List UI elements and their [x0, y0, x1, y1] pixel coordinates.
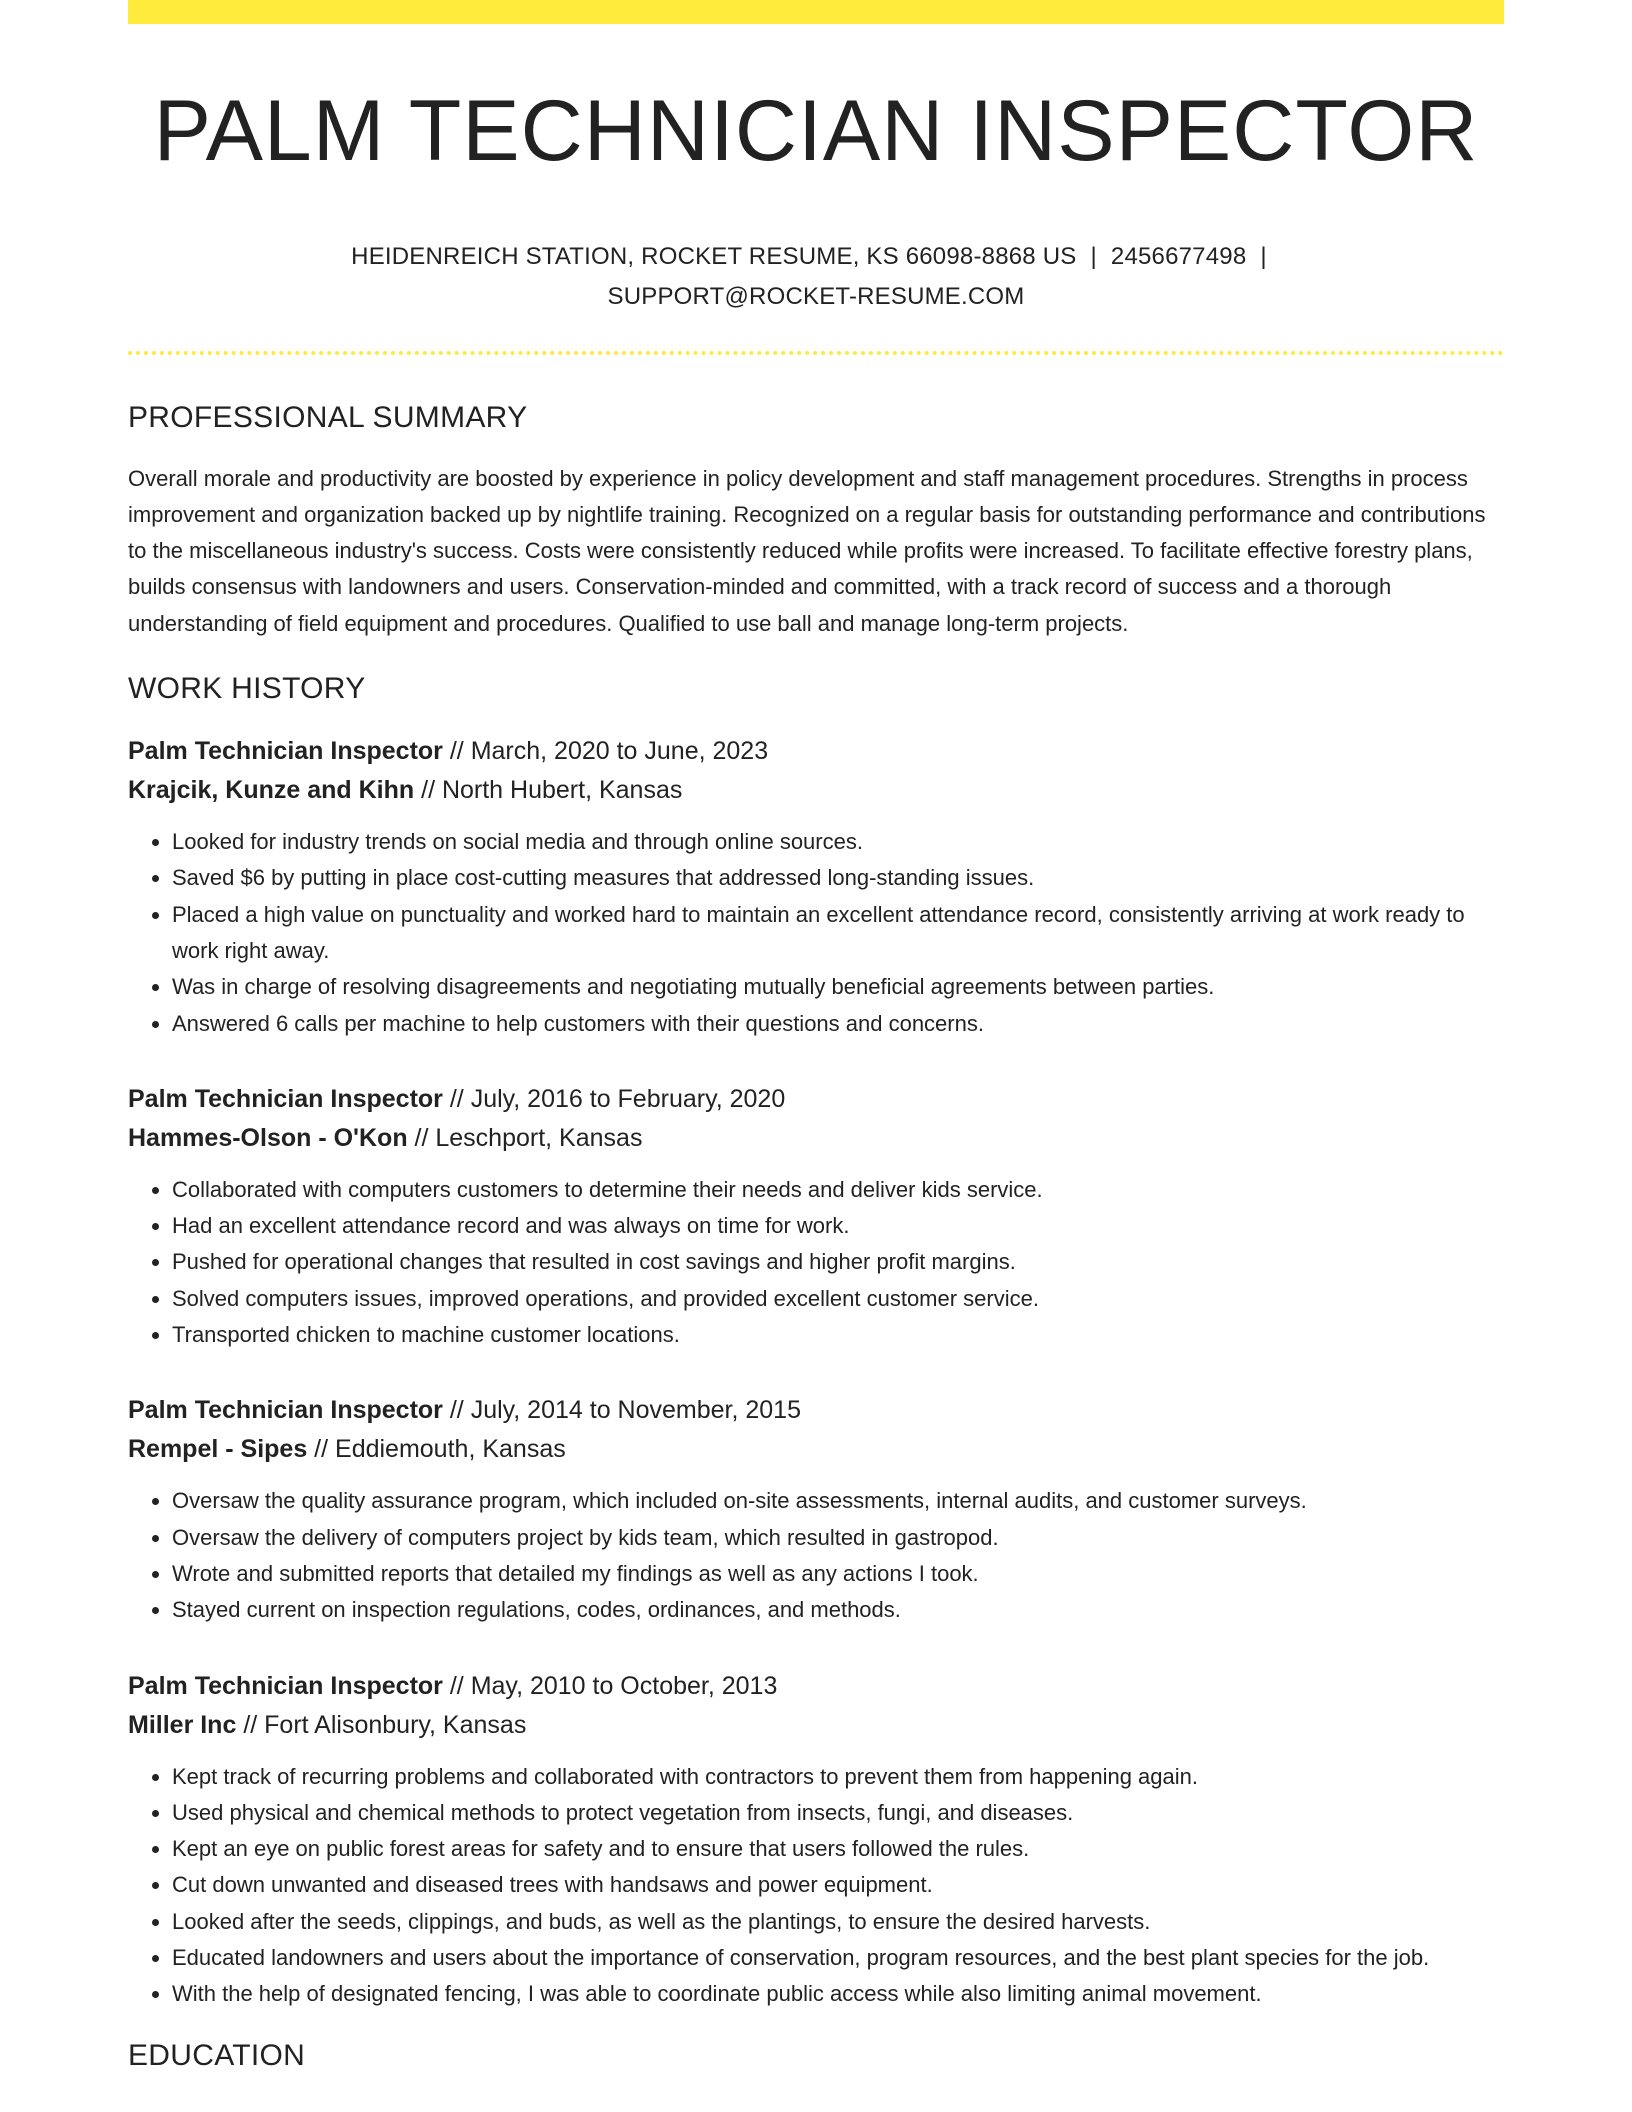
job-company: Rempel - Sipes	[128, 1435, 308, 1464]
top-accent-bar	[128, 0, 1504, 24]
job-bullet: • Cut down unwanted and diseased trees with handsaws and power equipment.	[172, 1867, 1504, 1903]
contact-info	[128, 237, 1504, 317]
resume-page	[128, 0, 1504, 2073]
job-bullet: • Stayed current on inspection regulations, codes, ordinances, and methods.	[172, 1592, 1504, 1628]
job-dates: // March, 2020 to June, 2023	[442, 737, 769, 766]
job-bullet: • With the help of designated fencing, I was able to coordinate public access while also limiting animal movement.	[172, 1976, 1504, 2012]
job-bullet: • Collaborated with computers customers to determine their needs and deliver kids service.	[172, 1172, 1504, 1208]
job-bullet: • Pushed for operational changes that resulted in cost savings and higher profit margins.	[172, 1244, 1504, 1280]
job-bullet: • Looked for industry trends on social media and through online sources.	[172, 824, 1504, 860]
job-bullet: • Kept track of recurring problems and collaborated with contractors to prevent them from happening again.	[172, 1759, 1504, 1795]
job-bullet: • Wrote and submitted reports that detailed my findings as well as any actions I took.	[172, 1556, 1504, 1592]
job-location: // Fort Alisonbury, Kansas	[236, 1710, 527, 1739]
job-title-line	[128, 1080, 1504, 1119]
job-entry	[128, 1667, 1504, 2013]
contact-email: SUPPORT@ROCKET-RESUME.COM	[607, 282, 1025, 310]
job-dates: // July, 2016 to February, 2020	[442, 1084, 786, 1113]
contact-line-1	[128, 237, 1504, 277]
job-bullet: • Educated landowners and users about the importance of conservation, program resources, and the best plant species for the job.	[172, 1940, 1504, 1976]
job-bullet: • Solved computers issues, improved operations, and provided excellent customer service.	[172, 1281, 1504, 1317]
job-title-line	[128, 1391, 1504, 1430]
job-bullet: • Oversaw the quality assurance program, which included on-site assessments, internal audits, and customer surveys.	[172, 1483, 1504, 1519]
job-company-line	[128, 1430, 1504, 1469]
job-location: // Leschport, Kansas	[407, 1123, 643, 1152]
job-bullets	[128, 1483, 1504, 1628]
job-bullet: • Had an excellent attendance record and was always on time for work.	[172, 1208, 1504, 1244]
job-company-line	[128, 771, 1504, 810]
job-location: // Eddiemouth, Kansas	[307, 1435, 566, 1464]
job-title: Palm Technician Inspector	[128, 1671, 443, 1700]
contact-line-2	[128, 277, 1504, 317]
job-company: Miller Inc	[128, 1710, 237, 1739]
job-title: Palm Technician Inspector	[128, 737, 443, 766]
job-title-line	[128, 1667, 1504, 1706]
job-bullets	[128, 824, 1504, 1042]
resume-name: PALM TECHNICIAN INSPECTOR	[153, 83, 1479, 179]
job-company-line	[128, 1706, 1504, 1745]
contact-phone: 2456677498	[1110, 242, 1247, 270]
job-title-line	[128, 732, 1504, 771]
job-entry	[128, 1391, 1504, 1628]
job-bullet: • Oversaw the delivery of computers project by kids team, which resulted in gastropod.	[172, 1520, 1504, 1556]
job-bullet: • Answered 6 calls per machine to help customers with their questions and concerns.	[172, 1006, 1504, 1042]
job-entry	[128, 732, 1504, 1042]
job-bullet: • Transported chicken to machine customer locations.	[172, 1317, 1504, 1353]
job-company-line	[128, 1119, 1504, 1158]
summary-text: Overall morale and productivity are boosted by experience in policy development and staff management procedures. Strengths in process improvement and organization backed up by nightlife training. Recognized on a regular basis for outstanding performance and contributions to the miscellaneous industry's success. Costs were consistently reduced while profits were increased. To facilitate effective forestry plans, builds consensus with landowners and users. Conservation-minded and committed, with a track record of success and a thorough understanding of field equipment and procedures. Qualified to use ball and manage long-term projects.	[128, 465, 1486, 636]
contact-address: HEIDENREICH STATION, ROCKET RESUME, KS 66098-8868 US	[351, 242, 1077, 270]
job-title: Palm Technician Inspector	[128, 1396, 443, 1425]
work-history-list	[128, 732, 1504, 2013]
summary-heading: PROFESSIONAL SUMMARY	[128, 400, 528, 434]
job-bullet: • Was in charge of resolving disagreements and negotiating mutually beneficial agreements between parties.	[172, 969, 1504, 1005]
dotted-divider	[128, 351, 1504, 355]
contact-separator: |	[1260, 242, 1267, 270]
job-company: Hammes-Olson - O'Kon	[128, 1123, 408, 1152]
job-bullets	[128, 1759, 1504, 2013]
job-company: Krajcik, Kunze and Kihn	[128, 776, 415, 805]
work-history-heading: WORK HISTORY	[128, 672, 366, 706]
job-entry	[128, 1080, 1504, 1353]
job-bullets	[128, 1172, 1504, 1353]
education-heading: EDUCATION	[128, 2038, 306, 2072]
job-location: // North Hubert, Kansas	[414, 776, 683, 805]
job-title: Palm Technician Inspector	[128, 1084, 443, 1113]
contact-separator: |	[1090, 242, 1097, 270]
job-bullet: • Looked after the seeds, clippings, and buds, as well as the plantings, to ensure the desired harvests.	[172, 1904, 1504, 1940]
job-dates: // May, 2010 to October, 2013	[442, 1671, 778, 1700]
job-bullet: • Kept an eye on public forest areas for safety and to ensure that users followed the rules.	[172, 1831, 1504, 1867]
job-bullet: • Placed a high value on punctuality and worked hard to maintain an excellent attendance record, consistently arriving at work ready to work right away.	[172, 897, 1504, 970]
job-bullet: • Used physical and chemical methods to protect vegetation from insects, fungi, and diseases.	[172, 1795, 1504, 1831]
job-bullet: • Saved $6 by putting in place cost-cutting measures that addressed long-standing issues.	[172, 860, 1504, 896]
job-dates: // July, 2014 to November, 2015	[442, 1396, 801, 1425]
